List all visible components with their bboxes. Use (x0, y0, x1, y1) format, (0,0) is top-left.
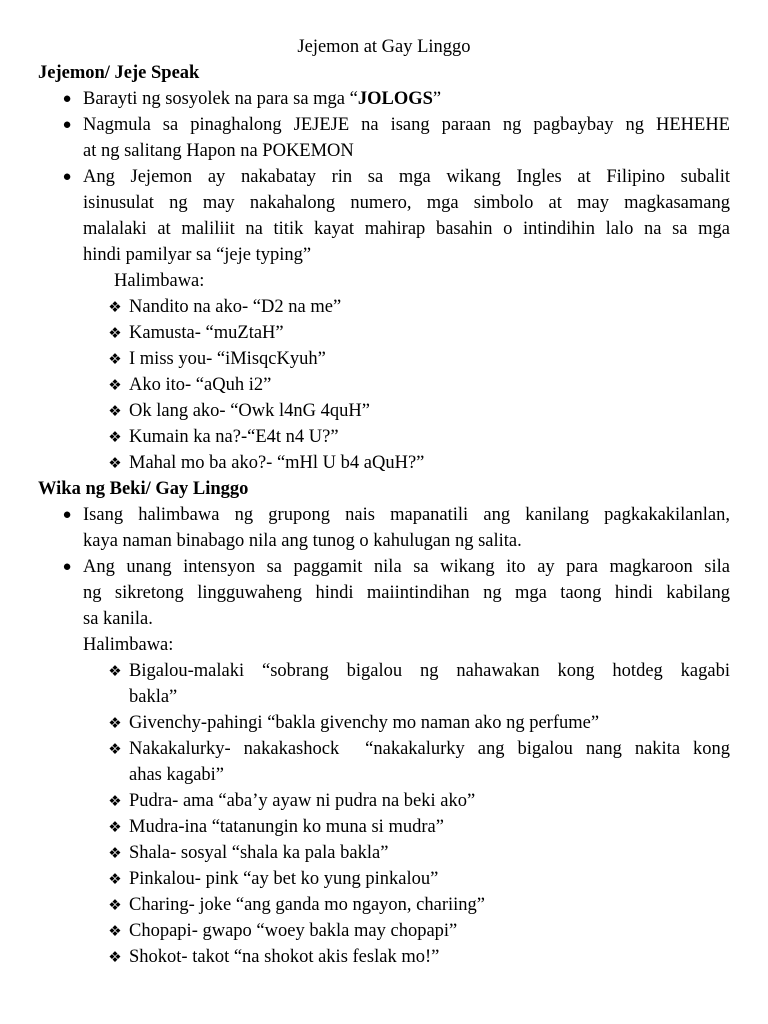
bullet-icon: ● (62, 169, 72, 185)
diamond-bullet-icon: ❖ (108, 428, 122, 446)
bullet-icon: ● (62, 507, 72, 523)
bullet-text-line: Isang halimbawa ng grupong nais mapanatili ang kanilang pagkakakilanlan, (83, 505, 730, 525)
bullet-icon: ● (62, 117, 72, 133)
diamond-bullet-icon: ❖ (108, 402, 122, 420)
diamond-bullet-icon: ❖ (108, 298, 122, 316)
bullet-text-line: Ang unang intensyon sa paggamit nila sa wikang ito ay para magkaroon sila (83, 557, 730, 577)
bullet-text: Barayti ng sosyolek na para sa mga “JOLOGS” (83, 89, 442, 109)
diamond-bullet-icon: ❖ (108, 948, 122, 966)
diamond-bullet-icon: ❖ (108, 792, 122, 810)
diamond-bullet-icon: ❖ (108, 896, 122, 914)
diamond-bullet-icon: ❖ (108, 844, 122, 862)
diamond-bullet-icon: ❖ (108, 454, 122, 472)
emphasis-jologs: JOLOGS (357, 89, 433, 109)
bullet-text-line: Nagmula sa pinaghalong JEJEJE na isang paraan ng pagbaybay ng HEHEHE (83, 115, 730, 135)
diamond-bullet-icon: ❖ (108, 818, 122, 836)
document-page: Jejemon at Gay Linggo Jejemon/ Jeje Speak ● Barayti ng sosyolek na para sa mga “JOLOGS” ● Nagmula sa pinaghalong JEJEJE na isang paraan ng pagbaybay ng HEHEHE at ng salitang Hapon na POKEMON ● Ang Jejemon ay nakabatay rin sa mga wikang Ingles at Filipino subalit isinusulat ng may nakahalong numero, mga simbolo at may magkasamang malalaki at maliliit na titik kayat mahirap basahin o intindihin lalo na sa mga hindi pamilyar sa “jeje typing” Halimbawa: ❖ Nandito na ako- “D2 na me” ❖ Kamusta- “muZtaH” ❖ I miss you- “iMisqcKyuh” ❖ Ako ito- “aQuh i2” ❖ Ok lang ako- “Owk l4nG 4quH” ❖ Kumain ka na?-“E4t n4 U?” ❖ Mahal mo ba ako?- “mHl U b4 aQuH?” Wika ng Beki/ Gay Linggo ● Isang halimbawa ng grupong nais mapanatili ang kanilang pagkakakilanlan, kaya naman binabago nila ang tunog o kahulugan ng salita. ● Ang unang intensyon sa paggamit nila sa wikang ito ay para magkaroon sila ng sikretong lingguwaheng hindi maiintindihan ng mga taong hindi kabilang sa kanila. Halimbawa: ❖ Bigalou-malaki “sobrang bigalou ng nahawakan kong hotdeg kagabi bakla” ❖ Givenchy-pahingi “bakla givenchy mo naman ako ng perfume” ❖ Nakakalurky- nakakashock “nakakalurky ang bigalou nang nakita kong ahas kagabi” ❖ Pudra- ama “aba’y ayaw ni pudra na beki ako” ❖ Mudra-ina “tatanungin ko muna si mudra” ❖ Shala- sosyal “shala ka pala bakla” ❖ Pinkalou- pink “ay bet ko yung pinkalou” ❖ Charing- joke “ang ganda mo ngayon, chariing” ❖ Chopapi- gwapo “woey bakla may chopapi” ❖ Shokot- takot “na shokot akis feslak mo!” (0, 0, 768, 1024)
diamond-bullet-icon: ❖ (108, 870, 122, 888)
diamond-bullet-icon: ❖ (108, 922, 122, 940)
bullet-text-line: malalaki at maliliit na titik kayat mahirap basahin o intindihin lalo na sa mga (83, 219, 730, 239)
bullet-text-line: at ng salitang Hapon na POKEMON (83, 141, 354, 161)
diamond-bullet-icon: ❖ (108, 740, 122, 758)
bullet-text-line: hindi pamilyar sa “jeje typing” (83, 245, 312, 265)
bullet-text-line: Ang Jejemon ay nakabatay rin sa mga wikang Ingles at Filipino subalit (83, 167, 730, 187)
bullet-text-line: kaya naman binabago nila ang tunog o kahulugan ng salita. (83, 531, 522, 551)
diamond-bullet-icon: ❖ (108, 324, 122, 342)
diamond-bullet-icon: ❖ (108, 662, 122, 680)
bullet-text-line: isinusulat ng may nakahalong numero, mga simbolo at may magkasamang (83, 193, 730, 213)
document-title: Jejemon at Gay Linggo (297, 37, 471, 57)
bullet-text-line: sa kanila. (83, 609, 153, 629)
section-heading-beki: Wika ng Beki/ Gay Linggo (38, 479, 249, 499)
bullet-icon: ● (62, 91, 72, 107)
section-heading-jejemon: Jejemon/ Jeje Speak (38, 63, 200, 83)
bullet-icon: ● (62, 559, 72, 575)
diamond-bullet-icon: ❖ (108, 714, 122, 732)
bullet-text-line: ng sikretong lingguwaheng hindi maiintindihan ng mga taong hindi kabilang (83, 583, 730, 603)
diamond-bullet-icon: ❖ (108, 376, 122, 394)
diamond-bullet-icon: ❖ (108, 350, 122, 368)
